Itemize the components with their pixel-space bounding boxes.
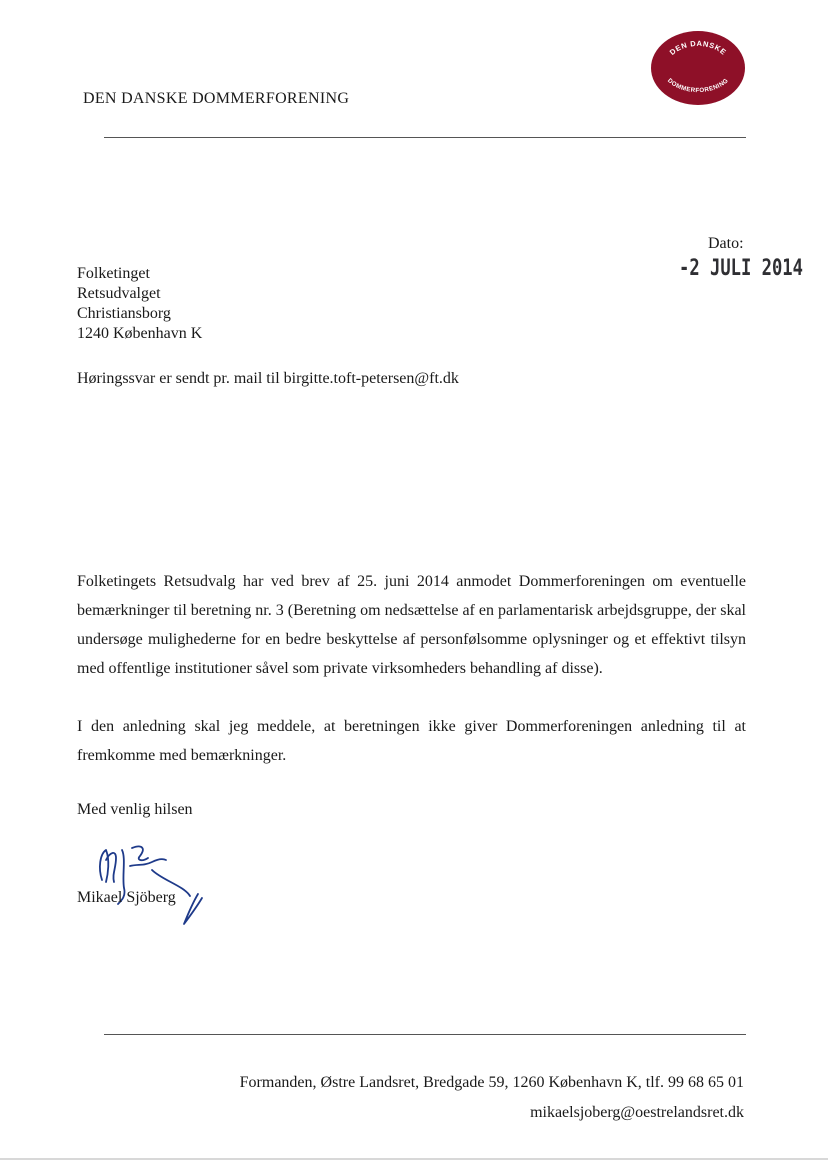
organization-name: DEN DANSKE DOMMERFORENING <box>83 90 350 107</box>
signer-name: Mikael Sjöberg <box>77 889 176 906</box>
recipient-address <box>77 264 202 344</box>
logo-bottom-text: DOMMERFORENING <box>666 77 730 95</box>
date-label: Dato: <box>708 235 744 252</box>
recipient-line: 1240 København K <box>77 325 203 342</box>
closing-salutation: Med venlig hilsen <box>77 801 193 818</box>
body-paragraph-1: Folketingets Retsudvalg har ved brev af 25. juni 2014 anmodet Dommerforeningen om eventuelle bemærkninger til beretning nr. 3 (Beretning om nedsættelse af en parlamentarisk arbejdsgruppe, der skal undersøge mulighederne for en bedre beskyttelse af personfølsomme oplysninger og et effektivt tilsyn med offentlige institutioner såvel som private virksomheders behandling af disse). <box>77 573 746 677</box>
recipient-line: Retsudvalget <box>77 285 161 302</box>
footer-email: mikaelsjoberg@oestrelandsret.dk <box>530 1104 744 1121</box>
date-stamp: -2 JULI 2014 <box>679 256 803 281</box>
recipient-line: Christiansborg <box>77 305 171 322</box>
footer-divider <box>104 1034 746 1035</box>
association-logo <box>650 30 746 106</box>
logo-top-text: DEN DANSKE <box>667 38 729 57</box>
footer-contact: Formanden, Østre Landsret, Bredgade 59, 1260 København K, tlf. 99 68 65 01 <box>239 1074 744 1091</box>
header-divider <box>104 137 746 138</box>
submission-note: Høringssvar er sendt pr. mail til birgitte.toft-petersen@ft.dk <box>77 370 459 387</box>
recipient-line: Folketinget <box>77 265 150 282</box>
scan-edge <box>0 1158 828 1160</box>
handwritten-signature <box>92 830 217 930</box>
body-paragraph-2: I den anledning skal jeg meddele, at beretningen ikke giver Dommerforeningen anledning til at fremkomme med bemærkninger. <box>77 718 746 764</box>
